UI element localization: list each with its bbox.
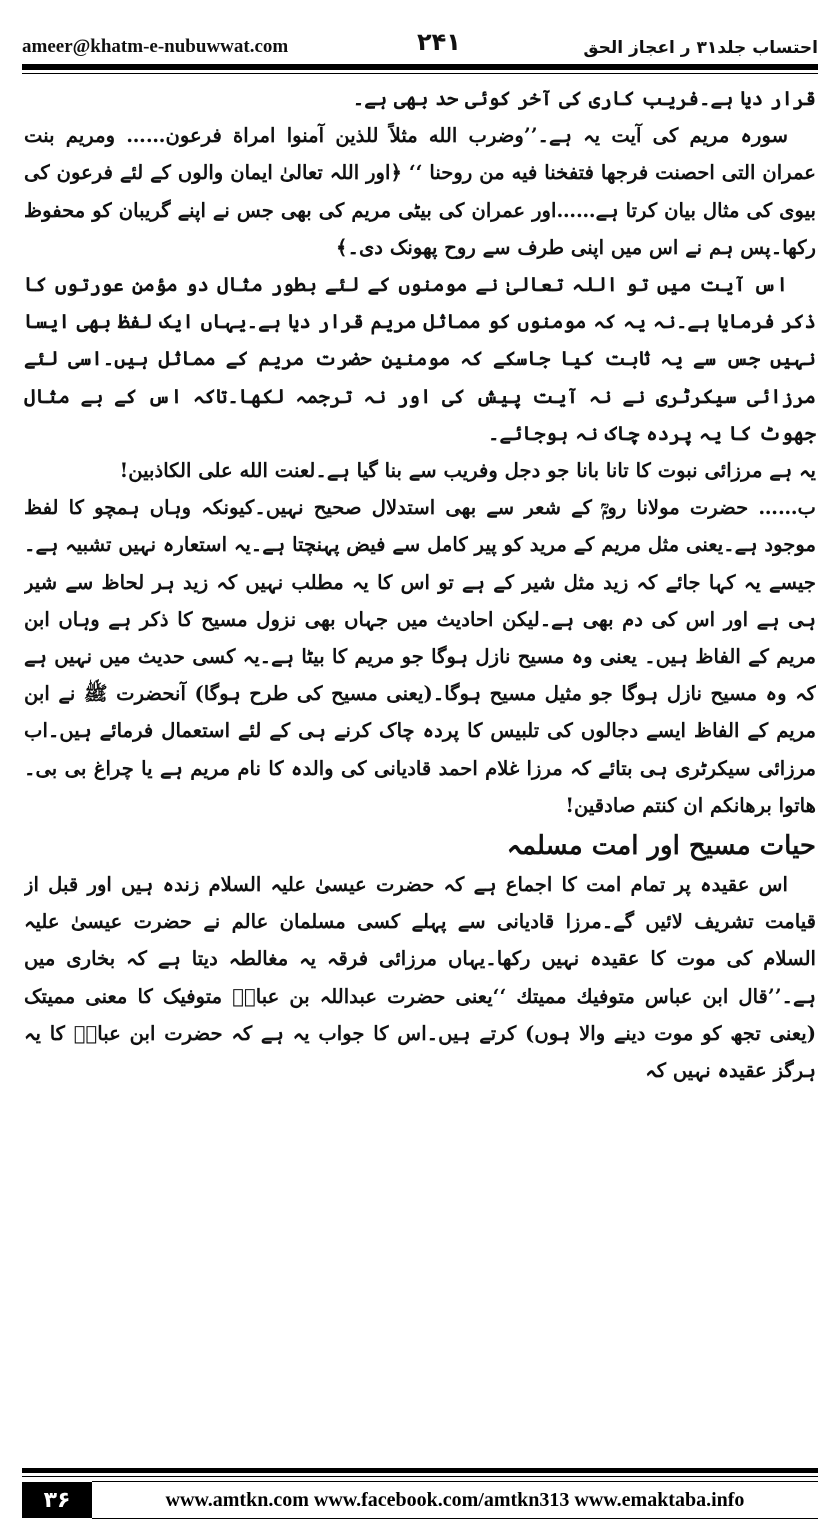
paragraph-1: قرار دیا ہے۔فریب کاری کی آخر کوئی حد بھی ہے۔ xyxy=(352,87,816,110)
footer-links[interactable]: www.amtkn.com www.facebook.com/amtkn313 www.emaktaba.info xyxy=(92,1481,818,1519)
paragraph-2: اس آیت میں تو اللہ تعالیٰ نے مومنوں کے لئے بطور مثال دو مؤمن عورتوں کا ذکر فرمایا ہے۔نہ یہ کہ مومنوں کو مماثل مریم قرار دیا ہے۔یہاں ایک لفظ بھی ایسا نہیں جس سے یہ ثابت کیا جاسکے کہ مومنین حضرت مریم کے مماثل ہیں۔اسی لئے مرزائی سیکرٹری نے نہ آیت پیش کی اور نہ ترجمہ لکھا۔تاکہ اس کے بے مثال جھوٹ کا یہ پردہ چاک نہ ہوجائے۔ xyxy=(24,273,816,445)
section-heading: حیات مسیح اور امت مسلمہ xyxy=(506,831,816,862)
page-body xyxy=(24,80,816,1454)
header-rule-thin xyxy=(22,73,818,74)
header-email: ameer@khatm-e-nubuwwat.com xyxy=(22,36,289,57)
paragraph-quran-verse: سورہ مریم کی آیت یہ ہے۔’’وضرب الله مثلاً للذين آمنوا امراة فرعون…… ومريم بنت عمران التى احصنت فرجها فتفخنا فيه من روحنا ‘‘ ﴿اور اللہ تعالیٰ ایمان والوں کے لئے فرعون کی بیوی کی مثال بیان کرتا ہے……اور عمران کی بیٹی مریم کی بھی جس نے اپنے گریبان کو محفوظ رکھا۔پس ہم نے اس میں اپنی طرف سے روح پھونک دی۔﴾ xyxy=(24,124,816,259)
header-running-title: احتساب جلد۳۱ ر اعجاز الحق xyxy=(583,38,818,58)
paragraph-5: اس عقیدہ پر تمام امت کا اجماع ہے کہ حضرت عیسیٰ علیہ السلام زندہ ہیں اور قبل از قیامت تشریف لائیں گے۔مرزا قادیانی سے پہلے کسی مسلمان عالم نے حضرت عیسیٰ علیہ السلام کی موت کا عقیدہ نہیں رکھا۔یہاں مرزائی فرقہ یہ مغالطہ دیتا ہے کہ بخاری میں ہے۔’’قال ابن عباس متوفيك مميتك ‘‘یعنی حضرت عبداللہ بن عباسؓ متوفیک کا معنی ممیتک (یعنی تجھ کو موت دینے والا ہوں) کرتے ہیں۔اس کا جواب یہ ہے کہ حضرت ابن عباسؓ کا یہ ہرگز عقیدہ نہیں کہ xyxy=(24,873,816,1083)
page-footer xyxy=(22,1468,818,1526)
footer-bar xyxy=(22,1482,818,1518)
paragraph-3: یہ ہے مرزائی نبوت کا تانا بانا جو دجل وفریب سے بنا گیا ہے۔لعنت الله على الكاذبين! xyxy=(119,459,816,483)
footer-rule-thin xyxy=(22,1476,818,1477)
footer-page-number: ۳۶ xyxy=(43,1487,71,1513)
footer-rule-thick xyxy=(22,1468,818,1473)
page-header xyxy=(22,14,818,58)
header-rule-thick xyxy=(22,64,818,70)
paragraph-4: ب…… حضرت مولانا رومؒ کے شعر سے بھی استدلال صحیح نہیں۔کیونکہ وہاں ہمچو کا لفظ موجود ہے۔یعنی مثل مریم کے مرید کو پیر کامل سے فیض پہنچتا ہے۔یہ استعارہ نہیں تشبیہ ہے۔ جیسے یہ کہا جائے کہ زید مثل شیر کے ہے تو اس کا یہ مطلب نہیں کہ زید ہر لحاظ سے شیر ہی ہے اور اس کی دم بھی ہے۔لیکن احادیث میں جہاں بھی نزول مسیح کا ذکر ہے وہاں ابن مریم کے الفاظ ہیں۔ یعنی وہ مسیح نازل ہوگا جو مریم کا بیٹا ہے۔یہ کسی حدیث میں نہیں ہے کہ وہ مسیح نازل ہوگا جو مثیل مسیح ہوگا۔(یعنی مسیح کی طرح ہوگا) آنحضرت ﷺ نے ابن مریم کے الفاظ ایسے دجالوں کی تلبیس کا پردہ چاک کرنے ہی کے لئے استعمال فرمائے ہیں۔اب مرزائی سیکرٹری ہی بتائے کہ مرزا غلام احمد قادیانی کی والدہ کا نام مریم ہے یا چراغ بی بی۔هاتوا برهانكم ان كنتم صادقين! xyxy=(24,496,816,817)
header-page-number: ۲۴۱ xyxy=(417,28,461,56)
